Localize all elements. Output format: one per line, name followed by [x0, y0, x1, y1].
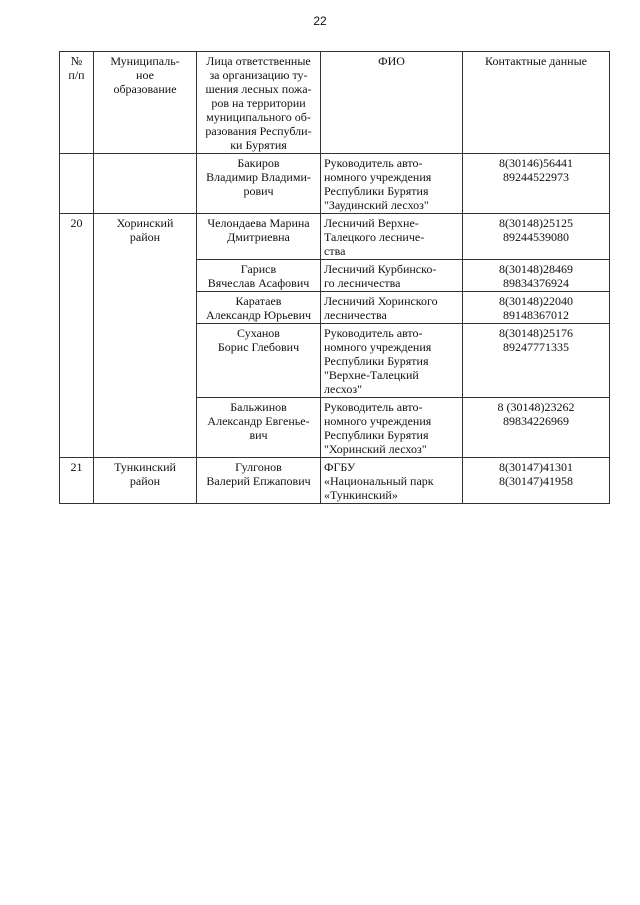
- page-number: 22: [313, 14, 327, 28]
- position-cell: Руководитель авто- номного учреждения Республики Бурятия "Заудинский лесхоз": [321, 154, 463, 214]
- responsible-persons-table: [59, 51, 610, 504]
- header-responsible: Лица ответственные за организацию ту- шения лесных пожа- ров на территории муниципального об- разования Республи- ки Бурятия: [197, 52, 321, 154]
- table-row: [60, 214, 610, 260]
- table-row: [60, 458, 610, 504]
- person-cell: Каратаев Александр Юрьевич: [197, 292, 321, 324]
- contacts-cell: 8(30148)22040 89148367012: [463, 292, 610, 324]
- person-cell: Челондаева Марина Дмитриевна: [197, 214, 321, 260]
- person-cell: Суханов Борис Глебович: [197, 324, 321, 398]
- municipality-cell: [94, 154, 197, 214]
- contacts-cell: 8(30148)28469 89834376924: [463, 260, 610, 292]
- row-number-cell: 21: [60, 458, 94, 504]
- header-contacts: Контактные данные: [463, 52, 610, 154]
- municipality-cell: Тункинский район: [94, 458, 197, 504]
- contacts-cell: 8(30147)41301 8(30147)41958: [463, 458, 610, 504]
- header-municipality: Муниципаль- ное образование: [94, 52, 197, 154]
- person-cell: Бальжинов Александр Евгенье- вич: [197, 398, 321, 458]
- header-fio: ФИО: [321, 52, 463, 154]
- position-cell: Руководитель авто- номного учреждения Республики Бурятия "Хоринский лесхоз": [321, 398, 463, 458]
- contacts-cell: 8(30148)25176 89247771335: [463, 324, 610, 398]
- position-cell: Лесничий Курбинско- го лесничества: [321, 260, 463, 292]
- position-cell: ФГБУ «Национальный парк «Тункинский»: [321, 458, 463, 504]
- person-cell: Бакиров Владимир Владими- рович: [197, 154, 321, 214]
- table-header-row: [60, 52, 610, 154]
- table-row: [60, 154, 610, 214]
- row-number-cell: 20: [60, 214, 94, 458]
- position-cell: Лесничий Верхне- Талецкого лесниче- ства: [321, 214, 463, 260]
- header-number: № п/п: [60, 52, 94, 154]
- person-cell: Гулгонов Валерий Епжапович: [197, 458, 321, 504]
- position-cell: Лесничий Хоринского лесничества: [321, 292, 463, 324]
- contacts-cell: 8(30146)56441 89244522973: [463, 154, 610, 214]
- municipality-cell: Хоринский район: [94, 214, 197, 458]
- contacts-cell: 8(30148)25125 89244539080: [463, 214, 610, 260]
- person-cell: Гарисв Вячеслав Асафович: [197, 260, 321, 292]
- position-cell: Руководитель авто- номного учреждения Республики Бурятия "Верхне-Талецкий лесхоз": [321, 324, 463, 398]
- contacts-cell: 8 (30148)23262 89834226969: [463, 398, 610, 458]
- row-number-cell: [60, 154, 94, 214]
